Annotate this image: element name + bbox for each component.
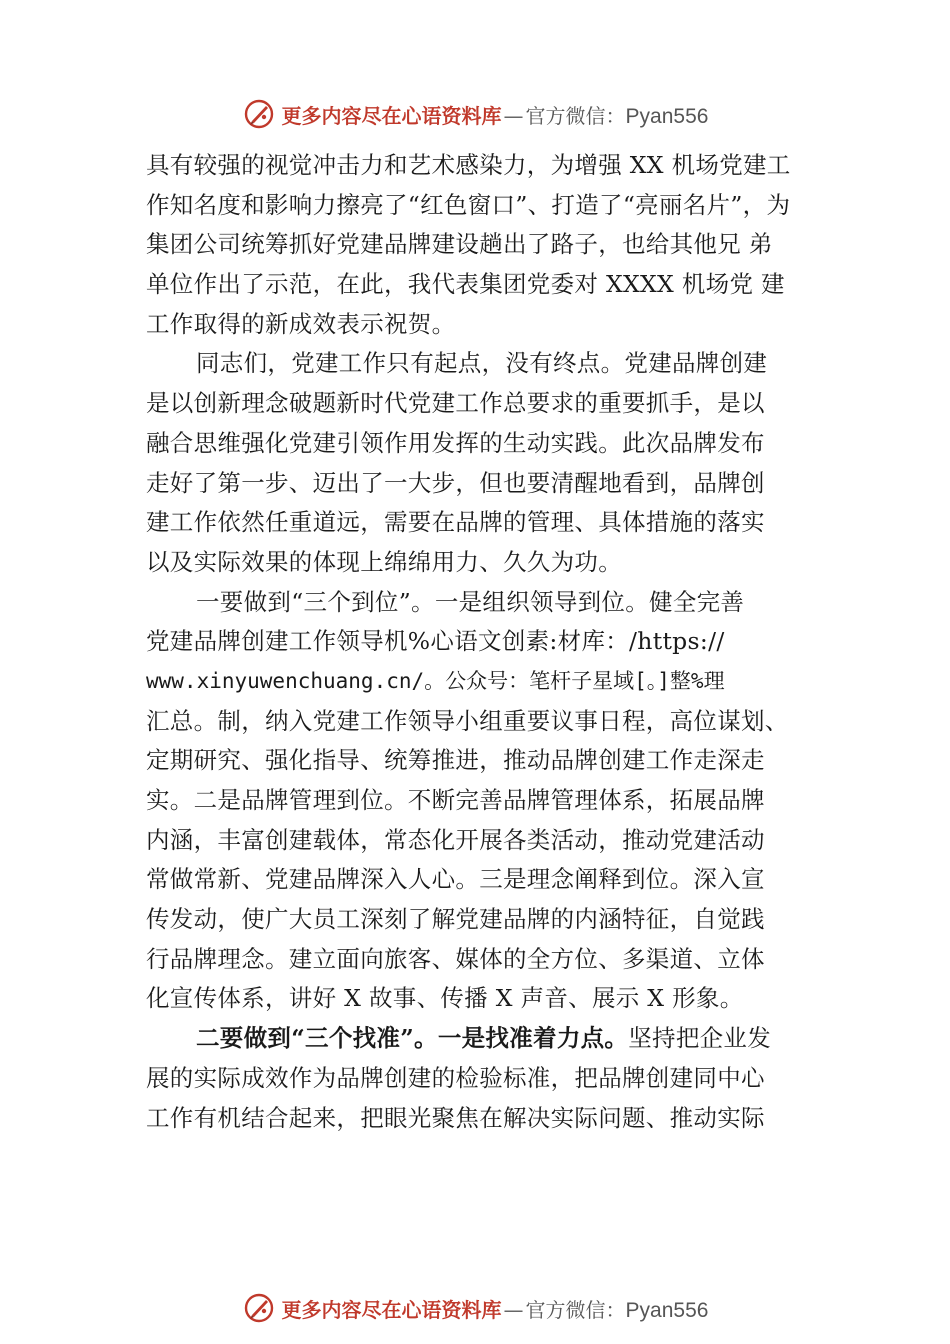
section-heading: 二要做到“三个找准”。一是找准着力点。 (196, 1024, 629, 1053)
text-line: 一要做到“三个到位”。一是组织领导到位。健全完善 (196, 587, 745, 616)
banner-wechat-id: Pyan556 (625, 1298, 709, 1322)
text-line: 党建品牌创建工作领导机%心语文创素:材库：/https:// (146, 627, 725, 656)
text-line: 作知名度和影响力擦亮了“红色窗口”、打造了“亮丽名片”，为 (146, 190, 791, 219)
banner-wechat-id: Pyan556 (625, 104, 709, 128)
text-line-mixed (146, 1019, 836, 1059)
text-line: 工作取得的新成效表示祝贺。 (146, 309, 456, 338)
banner-wechat-label: 官方微信： (525, 1297, 626, 1322)
banner-library-name: 更多内容尽在心语资料库 (281, 103, 502, 128)
text-line: 工作有机结合起来，把眼光聚焦在解决实际问题、推动实际 (146, 1103, 765, 1132)
text-line: 集团公司统筹抓好党建品牌建设趟出了路子，也给其他兄 弟 (146, 230, 773, 259)
text-line: 同志们，党建工作只有起点，没有终点。党建品牌创建 (196, 349, 768, 378)
document-body (146, 146, 836, 1138)
text-span: 坚持把企业发 (628, 1024, 772, 1053)
text-line: 建工作依然任重道远，需要在品牌的管理、具体措施的落实 (146, 508, 765, 537)
text-line: 传发动，使广大员工深刻了解党建品牌的内涵特征，自觉践 (146, 905, 765, 934)
text-line: 定期研究、强化指导、统筹推进，推动品牌创建工作走深走 (146, 746, 765, 775)
text-line: 具有较强的视觉冲击力和艺术感染力，为增强 XX 机场党建工 (146, 151, 791, 179)
text-line: 实。二是品牌管理到位。不断完善品牌管理体系，拓展品牌 (146, 786, 765, 814)
banner-separator: — (503, 103, 524, 128)
text-line: 走好了第一步、迈出了一大步，但也要清醒地看到，品牌创 (146, 468, 765, 497)
text-line: 单位作出了示范，在此，我代表集团党委对 XXXX 机场党 建 (146, 270, 785, 299)
text-line: 以及实际效果的体现上绵绵用力、久久为功。 (146, 547, 622, 576)
banner-separator: — (503, 1297, 524, 1322)
header-banner (0, 94, 950, 134)
text-line: 行品牌理念。建立面向旅客、媒体的全方位、多渠道、立体 (146, 944, 765, 973)
text-line: 是以创新理念破题新时代党建工作总要求的重要抓手，是以 (146, 389, 765, 418)
footer-banner (0, 1288, 950, 1328)
pen-logo-icon (242, 97, 276, 131)
text-line: 展的实际成效作为品牌创建的检验标准，把品牌创建同中心 (146, 1063, 765, 1092)
pen-logo-icon (242, 1291, 276, 1325)
text-line: 内涵，丰富创建载体，常态化开展各类活动，推动党建活动 (146, 825, 765, 854)
text-line: 化宣传体系，讲好 X 故事、传播 X 声音、展示 X 形象。 (146, 984, 744, 1013)
banner-library-name: 更多内容尽在心语资料库 (281, 1297, 502, 1322)
text-line: 常做常新、党建品牌深入人心。三是理念阐释到位。深入宣 (146, 865, 765, 894)
banner-wechat-label: 官方微信： (525, 103, 626, 128)
text-line: 汇总。制，纳入党建工作领导小组重要议事日程，高位谋划、 (146, 706, 789, 735)
text-line: 融合思维强化党建引领作用发挥的生动实践。此次品牌发布 (146, 428, 765, 457)
text-line: www.xinyuwenchuang.cn/。公众号：笔杆子星域[。]整%理 (146, 668, 725, 693)
